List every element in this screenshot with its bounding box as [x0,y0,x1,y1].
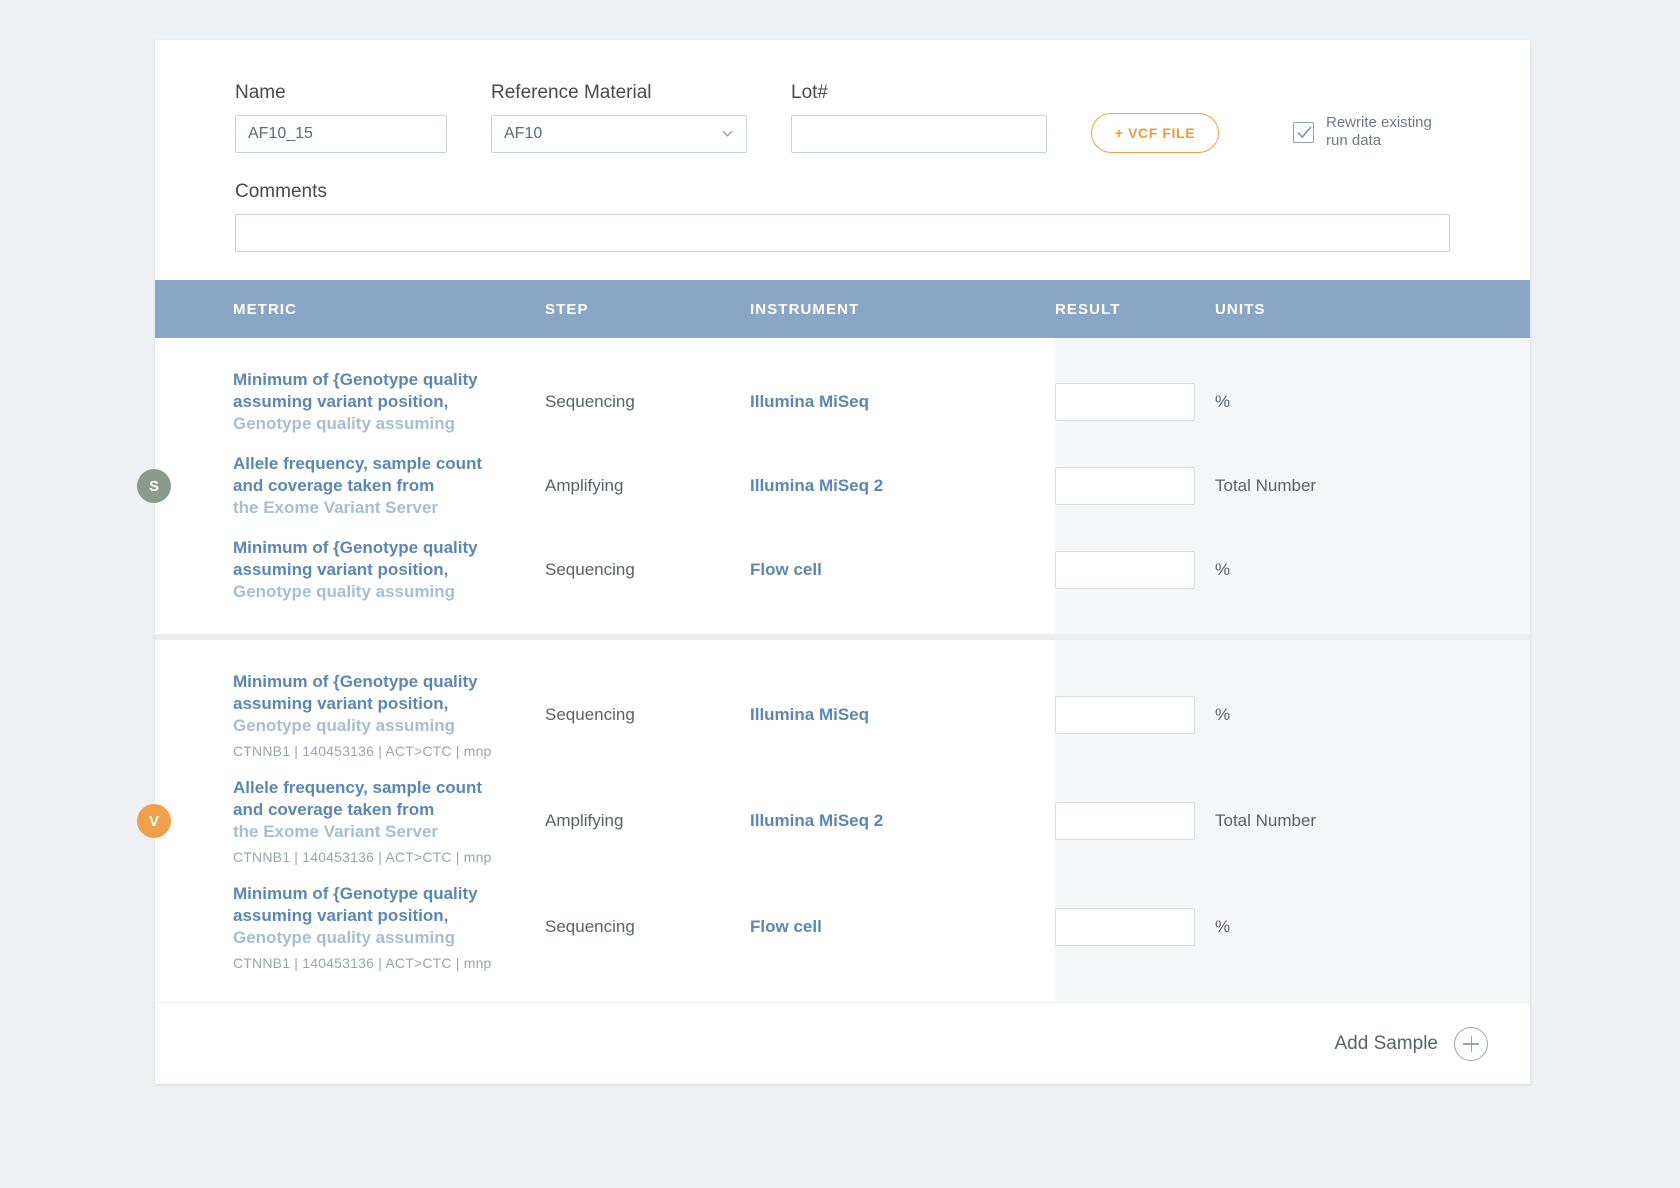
units-cell: % [1215,392,1231,411]
header-result: RESULT [1055,300,1121,318]
instrument-cell[interactable]: Illumina MiSeq [750,392,870,411]
table-row [155,444,1055,528]
group-left-pane [155,338,1055,634]
rewrite-existing-run-data-group[interactable] [1293,114,1450,154]
instrument-cell[interactable]: Illumina MiSeq 2 [750,811,884,830]
form-top-row [235,82,1450,153]
comments-label: Comments [235,181,327,202]
reference-material-select[interactable] [491,115,747,153]
name-field-group [235,82,447,153]
lot-label: Lot# [791,82,828,103]
step-cell: Sequencing [545,917,635,936]
instrument-cell[interactable]: Flow cell [750,560,822,579]
units-cell: Total Number [1215,811,1317,830]
header-metric: METRIC [233,300,298,318]
result-cell [1055,551,1215,589]
metric-subtitle: Genotype quality assuming [233,927,455,947]
metric-subtitle: Genotype quality assuming [233,581,455,601]
metric-cell [155,453,545,518]
group-right-pane [1055,338,1530,634]
metric-title-line2: assuming variant position, [233,694,449,714]
units-cell: % [1215,560,1231,579]
step-cell: Amplifying [545,811,624,830]
metric-title-line1: Minimum of {Genotype quality [233,672,478,692]
step-cell: Sequencing [545,560,635,579]
metric-cell [155,537,545,602]
metric-title-line1: Minimum of {Genotype quality [233,370,478,390]
name-input[interactable] [235,115,447,153]
table-row [155,528,1055,612]
table-row-result [1055,768,1530,874]
metric-title-line1: Allele frequency, sample count [233,778,483,798]
table-row [155,360,1055,444]
lot-input[interactable] [791,115,1047,153]
result-cell [1055,467,1215,505]
group-right-pane [1055,640,1530,1002]
comments-input[interactable] [235,214,1450,252]
metric-title-line2: and coverage taken from [233,800,435,820]
card-footer [155,1002,1530,1084]
result-cell [1055,908,1215,946]
step-cell: Amplifying [545,476,624,495]
table-header [155,280,1530,338]
result-input[interactable] [1055,802,1195,840]
step-cell: Sequencing [545,705,635,724]
instrument-cell[interactable]: Illumina MiSeq [750,705,870,724]
metric-title-line2: assuming variant position, [233,392,449,412]
add-sample-label: Add Sample [1334,1032,1438,1054]
units-cell: % [1215,917,1231,936]
result-cell [1055,802,1215,840]
result-cell [1055,383,1215,421]
metric-title-line2: assuming variant position, [233,560,449,580]
lot-field-group [791,82,1047,153]
group-badge[interactable]: V [137,804,171,838]
instrument-cell[interactable]: Illumina MiSeq 2 [750,476,884,495]
run-entry-card [148,40,1530,1084]
metric-title-line2: and coverage taken from [233,476,435,496]
add-sample-plus-icon[interactable] [1454,1027,1488,1061]
metric-title-line1: Minimum of {Genotype quality [233,538,478,558]
name-label: Name [235,82,286,103]
header-units: UNITS [1215,300,1266,318]
metric-subtitle: Genotype quality assuming [233,413,455,433]
table-row [155,768,1055,874]
add-vcf-file-button[interactable]: + VCF FILE [1091,113,1219,153]
variant-descriptor: CTNNB1 | 140453136 | ACT>CTC | mnp [233,848,492,865]
step-cell: Sequencing [545,392,635,411]
units-cell: Total Number [1215,476,1317,495]
header-instrument: INSTRUMENT [750,300,860,318]
metric-title-line1: Minimum of {Genotype quality [233,884,478,904]
metric-cell [155,671,545,758]
variant-descriptor: CTNNB1 | 140453136 | ACT>CTC | mnp [233,954,492,971]
table-row-result [1055,360,1530,444]
result-input[interactable] [1055,908,1195,946]
sample-group [148,338,1530,634]
rewrite-checkbox[interactable] [1293,122,1314,143]
result-input[interactable] [1055,383,1195,421]
table-body [148,338,1530,1002]
metric-subtitle: Genotype quality assuming [233,715,455,735]
metric-title-line1: Allele frequency, sample count [233,454,483,474]
rewrite-label: Rewrite existing run data [1326,113,1432,150]
units-cell: % [1215,705,1231,724]
metric-subtitle: the Exome Variant Server [233,497,439,517]
table-row-result [1055,874,1530,980]
table-row [155,662,1055,768]
table-row-result [1055,444,1530,528]
metric-subtitle: the Exome Variant Server [233,821,439,841]
result-input[interactable] [1055,696,1195,734]
group-left-pane [155,640,1055,1002]
metric-cell [155,883,545,970]
instrument-cell[interactable]: Flow cell [750,917,822,936]
reference-material-select-wrap [491,115,747,153]
comments-field-group [235,181,1450,252]
metric-cell [155,777,545,864]
check-icon [1296,124,1313,141]
result-input[interactable] [1055,551,1195,589]
variant-descriptor: CTNNB1 | 140453136 | ACT>CTC | mnp [233,742,492,759]
reference-material-label: Reference Material [491,82,652,103]
metric-title-line2: assuming variant position, [233,906,449,926]
table-row [155,874,1055,980]
result-input[interactable] [1055,467,1195,505]
header-step: STEP [545,300,589,318]
metric-cell [155,369,545,434]
result-cell [1055,696,1215,734]
run-form [155,40,1530,280]
group-badge[interactable]: S [137,469,171,503]
table-row-result [1055,528,1530,612]
sample-group [148,634,1530,1002]
reference-material-field-group [491,82,747,153]
table-row-result [1055,662,1530,768]
